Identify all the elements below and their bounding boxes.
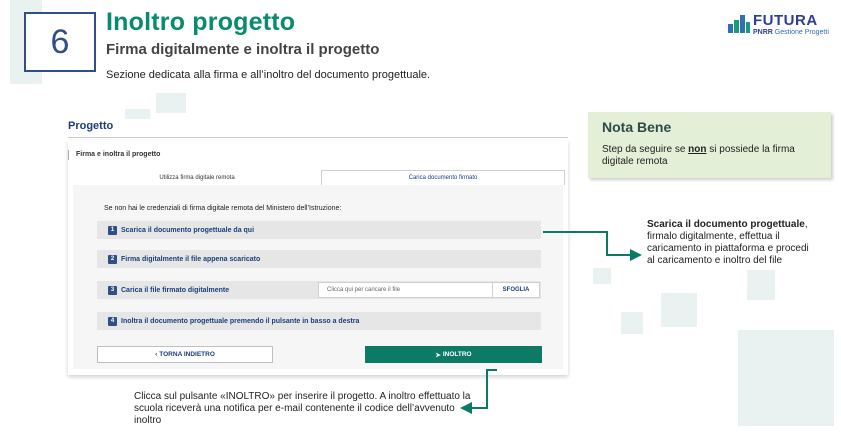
page-subtitle: Firma digitalmente e inoltra il progetto — [106, 41, 380, 58]
step-label: Carica il file firmato digitalmente — [121, 286, 230, 294]
step-badge: 3 — [108, 286, 117, 295]
nota-title: Nota Bene — [602, 119, 672, 135]
step-badge: 1 — [108, 226, 117, 235]
logo-sub-text: PNRR Gestione Progetti — [753, 29, 829, 36]
step-label[interactable]: Scarica il documento progettuale da qui — [121, 226, 255, 234]
tab-upload-signed[interactable]: Carica documento firmato — [321, 170, 565, 185]
intro-text: Se non hai le credenziali di firma digitale remota del Ministero dell’Istruzione: — [104, 205, 342, 212]
step-badge: 4 — [108, 317, 117, 326]
step-label: Firma digitalmente il file appena scaricato — [121, 255, 261, 263]
send-button-label: INOLTRO — [442, 351, 472, 358]
back-button-label: TORNA INDIETRO — [159, 351, 215, 358]
section-title: Progetto — [68, 120, 114, 132]
step-label: Inoltra il documento progettuale premendo il pulsante in basso a destra — [121, 317, 360, 325]
step-number: 6 — [50, 22, 70, 61]
arrow-submit — [462, 370, 497, 408]
step-badge: 2 — [108, 255, 117, 264]
nota-text: Step da seguire se non si possiede la firma digitale remota — [602, 144, 795, 167]
logo-main-text: FUTURA — [753, 12, 818, 29]
page-title: Inoltro progetto — [106, 8, 296, 36]
card-title: Firma e inoltra il progetto — [76, 151, 161, 158]
callout-submit: Clicca sul pulsante «INOLTRO» per inserire il progetto. A inoltro effettuato la scuola riceverà una notifica per e-mail contenente il codice dell’avvenuto inoltro — [134, 391, 471, 426]
send-icon: ➤ — [435, 351, 441, 359]
arrow-download — [543, 232, 640, 255]
tab-remote-signature[interactable]: Utilizza firma digitale remota — [72, 170, 322, 185]
page-description: Sezione dedicata alla firma e all’inoltro del documento progettuale. — [106, 69, 431, 81]
chevron-left-icon: ‹ — [155, 351, 158, 358]
file-upload-input[interactable]: Clicca qui per caricare il file — [318, 282, 493, 298]
browse-button[interactable]: SFOGLIA — [492, 282, 540, 298]
callout-download: Scarica il documento progettuale, firmalo digitalmente, effettua il caricamento in piattaforma e procedi al caricamento e inoltro del file — [647, 219, 809, 266]
